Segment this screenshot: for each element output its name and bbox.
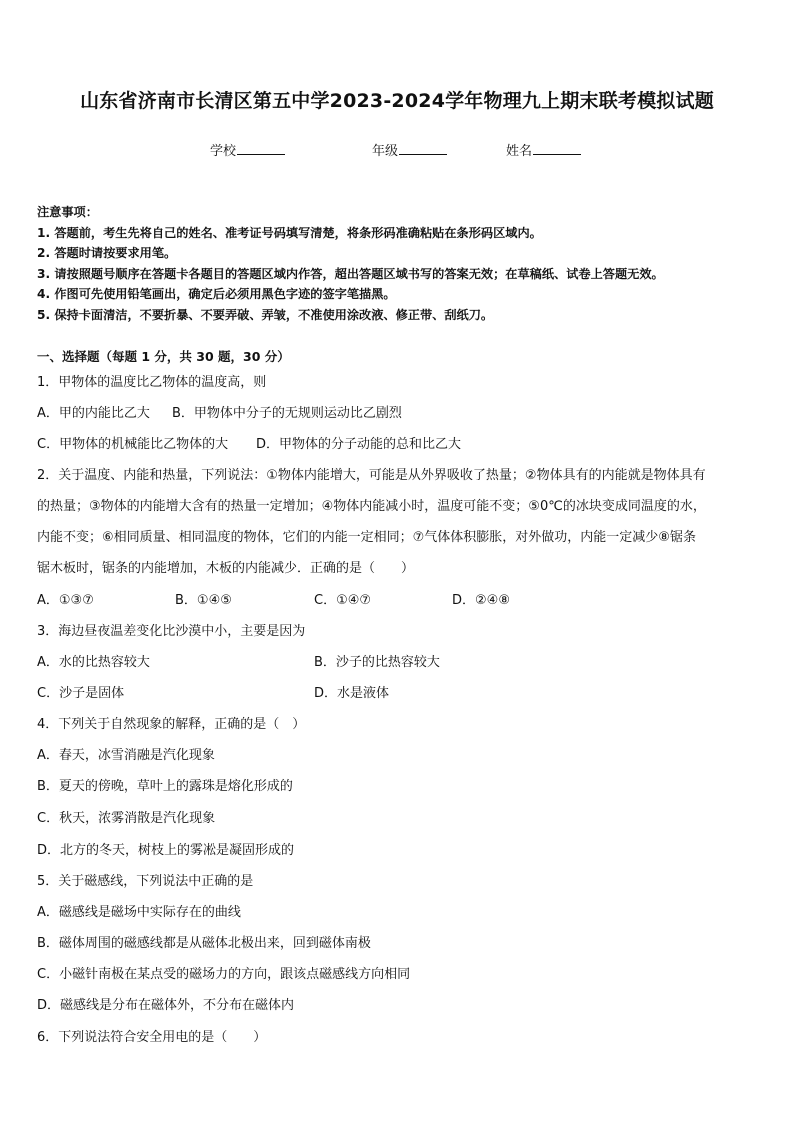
question-2-stem-line: 锯木板时，锯条的内能增加，木板的内能减少．正确的是（ ） <box>37 561 415 576</box>
question-5-option-c: C．小磁针南极在某点受的磁场力的方向，跟该点磁感线方向相同 <box>37 967 411 982</box>
question-2-stem-line: 内能不变；⑥相同质量、相同温度的物体，它们的内能一定相同；⑦气体体积膨胀，对外做功，内能一定减少⑧锯条 <box>37 530 696 545</box>
school-field <box>210 140 285 159</box>
question-5-option-b: B．磁体周围的磁感线都是从磁体北极出来，回到磁体南极 <box>37 936 371 951</box>
question-5-stem: 5．关于磁感线，下列说法中正确的是 <box>37 874 254 889</box>
question-4-option-a: A．春天，冰雪消融是汽化现象 <box>37 748 215 763</box>
name-field <box>506 140 581 159</box>
school-label: 学校 <box>210 144 237 159</box>
question-2-option-b: B．①④⑤ <box>175 593 232 608</box>
name-label: 姓名 <box>506 144 533 159</box>
question-2-option-a: A．①③⑦ <box>37 593 94 608</box>
notice-heading: 注意事项： <box>37 205 98 219</box>
question-1-option-a: A．甲的内能比乙大 <box>37 406 150 421</box>
question-1-stem: 1．甲物体的温度比乙物体的温度高，则 <box>37 375 267 390</box>
question-2-stem-line: 2．关于温度、内能和热量，下列说法：①物体内能增大，可能是从外界吸收了热量；②物体具有的内能就是物体具有 <box>37 468 706 483</box>
question-1-option-d: D．甲物体的分子动能的总和比乙大 <box>256 437 462 452</box>
question-5-option-d: D．磁感线是分布在磁体外，不分布在磁体内 <box>37 998 295 1013</box>
question-6-stem: 6．下列说法符合安全用电的是（ ） <box>37 1030 267 1045</box>
grade-blank <box>399 142 447 155</box>
notice-block <box>37 202 777 325</box>
question-1-option-b: B．甲物体中分子的无规则运动比乙剧烈 <box>172 406 402 421</box>
question-2-option-c: C．①④⑦ <box>314 593 372 608</box>
notice-item: 3. 请按照题号顺序在答题卡各题目的答题区域内作答，超出答题区域书写的答案无效；在草稿纸、试卷上答题无效。 <box>37 266 664 281</box>
question-2-option-d: D．②④⑧ <box>452 593 510 608</box>
grade-field <box>372 140 447 159</box>
question-4-stem: 4．下列关于自然现象的解释，正确的是（ ） <box>37 717 306 732</box>
name-blank <box>533 142 581 155</box>
question-3-option-b: B．沙子的比热容较大 <box>314 655 440 670</box>
question-3-option-c: C．沙子是固体 <box>37 686 125 701</box>
notice-item: 4. 作图可先使用铅笔画出，确定后必须用黑色字迹的签字笔描黑。 <box>37 287 396 301</box>
question-1-option-c: C．甲物体的机械能比乙物体的大 <box>37 437 229 452</box>
notice-item: 1. 答题前，考生先将自己的姓名、准考证号码填写清楚，将条形码准确粘贴在条形码区域内。 <box>37 225 542 240</box>
section-title: 一、选择题（每题 1 分，共 30 题，30 分） <box>37 349 290 364</box>
question-4-option-d: D．北方的冬天，树枝上的雾凇是凝固形成的 <box>37 843 295 858</box>
question-3-stem: 3．海边昼夜温差变化比沙漠中小，主要是因为 <box>37 624 306 639</box>
school-blank <box>237 142 285 155</box>
question-2-stem-line: 的热量；③物体的内能增大含有的热量一定增加；④物体内能减小时，温度可能不变；⑤0℃的冰块变成同温度的水， <box>37 499 706 514</box>
question-5-option-a: A．磁感线是磁场中实际存在的曲线 <box>37 905 241 920</box>
question-3-option-d: D．水是液体 <box>314 686 390 701</box>
question-4-option-c: C．秋天，浓雾消散是汽化现象 <box>37 811 216 826</box>
question-3-option-a: A．水的比热容较大 <box>37 655 150 670</box>
notice-item: 5. 保持卡面清洁，不要折暴、不要弄破、弄皱，不准使用涂改液、修正带、刮纸刀。 <box>37 307 494 322</box>
notice-item: 2. 答题时请按要求用笔。 <box>37 246 177 260</box>
question-4-option-b: B．夏天的傍晚，草叶上的露珠是熔化形成的 <box>37 779 293 794</box>
page-title: 山东省济南市长清区第五中学2023-2024学年物理九上期末联考模拟试题 <box>80 90 714 112</box>
grade-label: 年级 <box>372 144 399 159</box>
